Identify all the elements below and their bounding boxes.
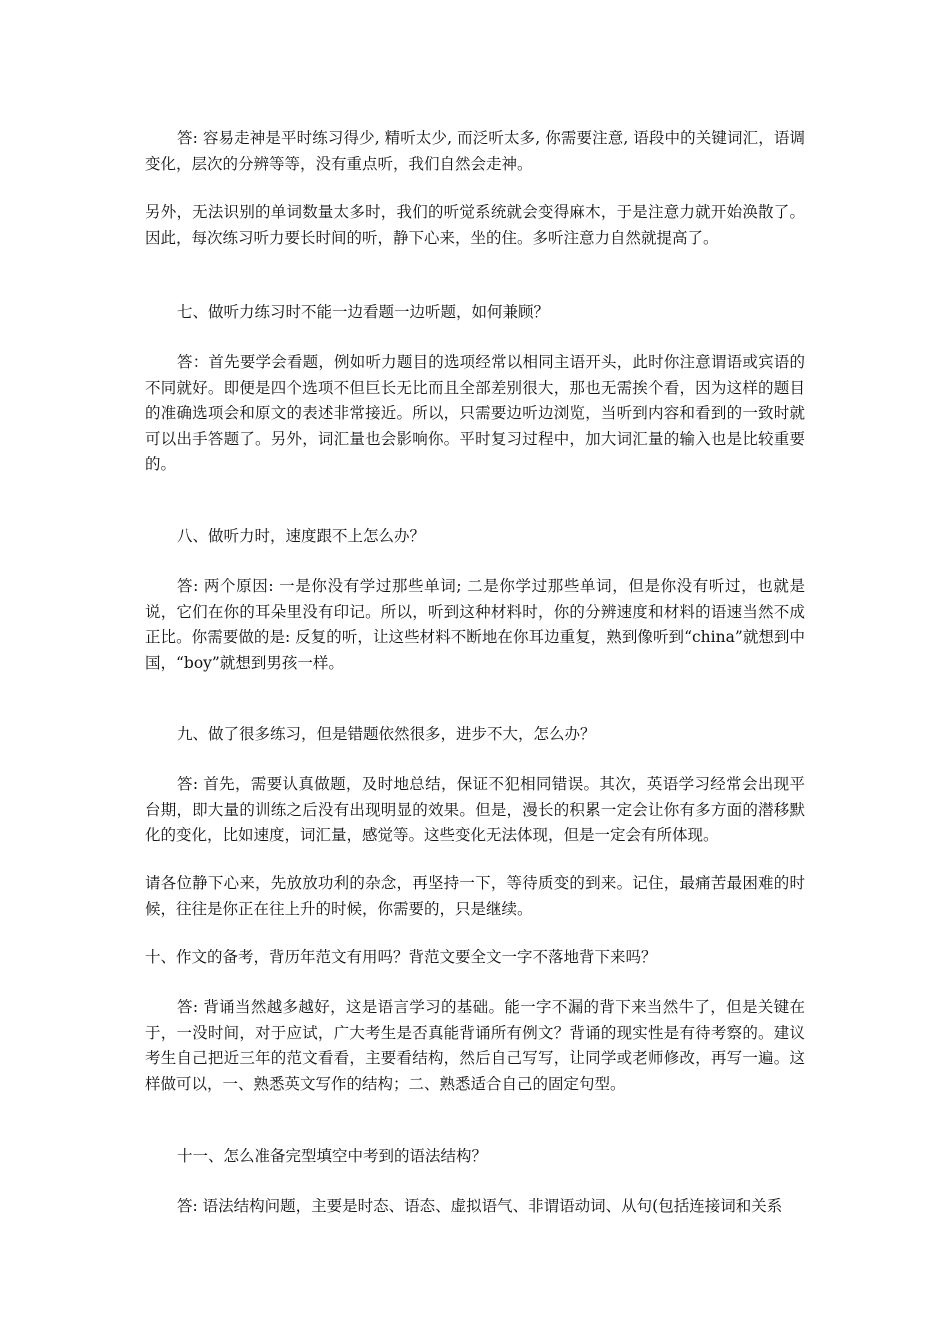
- answer-8-paragraph: 答: 两个原因: 一是你没有学过那些单词; 二是你学过那些单词，但是你没有听过，也就是说，它们在你的耳朵里没有印记。所以，听到这种材料时，你的分辨速度和材料的语速当然不成正比。你需要做的是: 反复的听，让这些材料不断地在你耳边重复，熟到像听到“china”就想到中国，“boy”就想到男孩一样。: [145, 577, 805, 672]
- question-7-heading: 七、做听力练习时不能一边看题一边听题，如何兼顾？: [177, 303, 550, 321]
- answer-6-paragraph: 答: 容易走神是平时练习得少, 精听太少, 而泛听太多, 你需要注意, 语段中的关键词汇，语调变化，层次的分辨等等，没有重点听，我们自然会走神。: [145, 129, 805, 173]
- answer-9-paragraph: 答: 首先，需要认真做题，及时地总结，保证不犯相同错误。其次，英语学习经常会出现平台期，即大量的训练之后没有出现明显的效果。但是，漫长的积累一定会让你有多方面的潜移默化的变化，比如速度，词汇量，感觉等。这些变化无法体现，但是一定会有所体现。: [145, 775, 805, 844]
- answer-11-paragraph: 答: 语法结构问题，主要是时态、语态、虚拟语气、非谓语动词、从句(包括连接词和关系: [177, 1197, 783, 1215]
- answer-9-continuation-paragraph: 请各位静下心来，先放放功利的杂念，再坚持一下，等待质变的到来。记住，最痛苦最困难的时候，往往是你正在往上升的时候，你需要的，只是继续。: [145, 874, 805, 918]
- question-11-heading: 十一、怎么准备完型填空中考到的语法结构？: [177, 1147, 488, 1165]
- question-10-heading: 十、作文的备考，背历年范文有用吗？背范文要全文一字不落地背下来吗？: [145, 948, 657, 966]
- answer-10-paragraph: 答: 背诵当然越多越好，这是语言学习的基础。能一字不漏的背下来当然牛了，但是关键在于，一没时间，对于应试，广大考生是否真能背诵所有例文？背诵的现实性是有待考察的。建议考生自己把近三年的范文看看，主要看结构，然后自己写写，让同学或老师修改，再写一遍。这样做可以，一、熟悉英文写作的结构；二、熟悉适合自己的固定句型。: [145, 998, 805, 1093]
- question-9-heading: 九、做了很多练习，但是错题依然很多，进步不大，怎么办？: [177, 725, 596, 743]
- question-8-heading: 八、做听力时，速度跟不上怎么办？: [177, 527, 426, 545]
- answer-7-paragraph: 答：首先要学会看题，例如听力题目的选项经常以相同主语开头，此时你注意谓语或宾语的不同就好。即便是四个选项不但巨长无比而且全部差别很大，那也无需挨个看，因为这样的题目的准确选项会和原文的表述非常接近。所以，只需要边听边浏览，当听到内容和看到的一致时就可以出手答题了。另外，词汇量也会影响你。平时复习过程中，加大词汇量的输入也是比较重要的。: [145, 353, 805, 473]
- answer-6-continuation-paragraph: 另外，无法识别的单词数量太多时，我们的听觉系统就会变得麻木，于是注意力就开始涣散了。因此，每次练习听力要长时间的听，静下心来，坐的住。多听注意力自然就提高了。: [145, 203, 805, 247]
